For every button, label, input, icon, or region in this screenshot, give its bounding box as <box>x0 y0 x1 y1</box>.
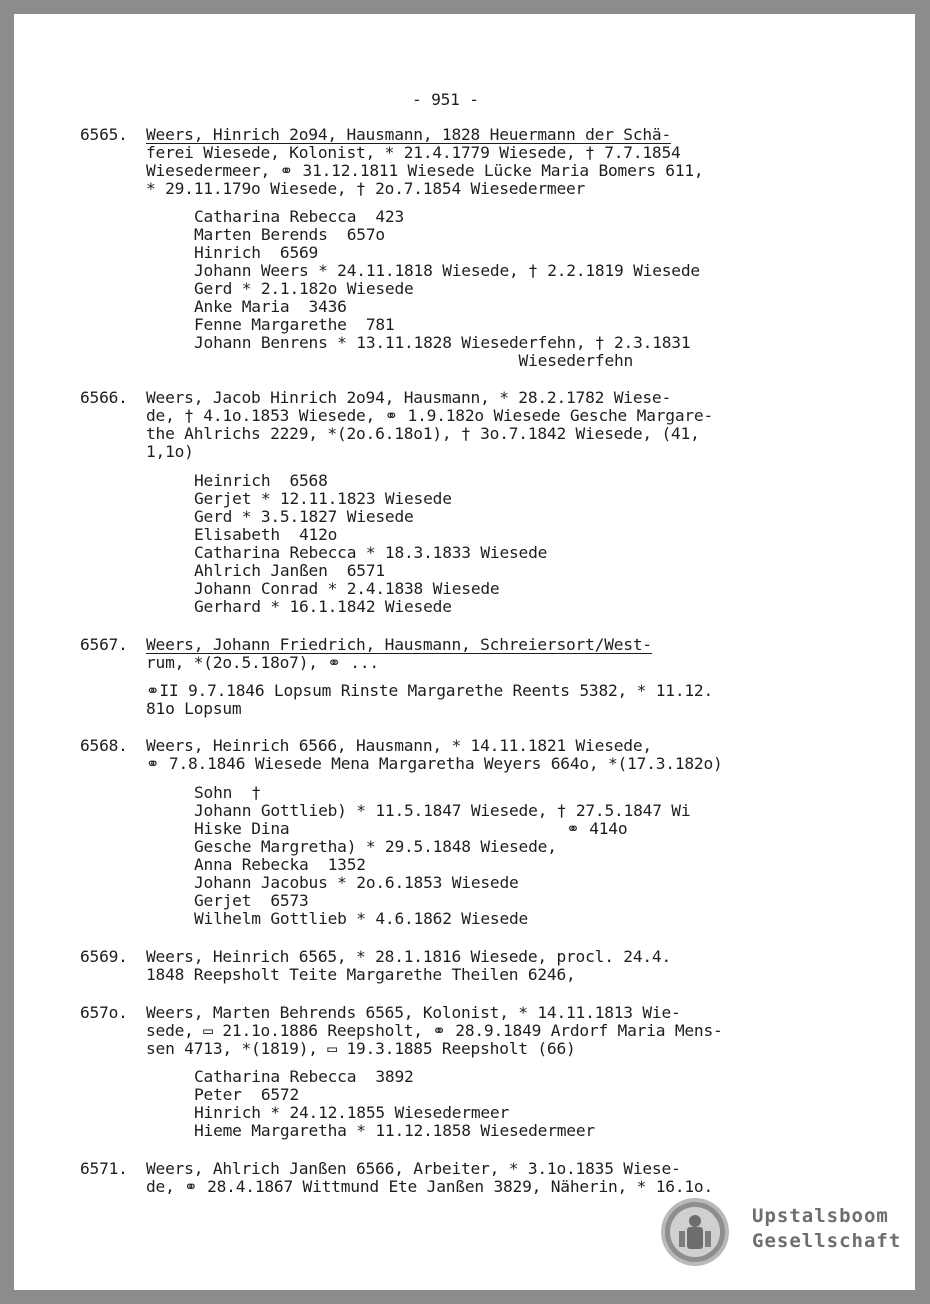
entry-line: ⚭ 7.8.1846 Wiesede Mena Margaretha Weyers 664o, *(17.3.182o) <box>146 754 723 773</box>
child-line: Hieme Margaretha * 11.12.1858 Wiesedermeer <box>194 1121 595 1140</box>
child-line: Gesche Margretha) * 29.5.1848 Wiesede, <box>194 837 557 856</box>
entry-line: sen 4713, *(1819), ▭ 19.3.1885 Reepsholt (66) <box>146 1039 576 1058</box>
child-line: Gerd * 3.5.1827 Wiesede <box>194 507 414 526</box>
entry-line: 1,1o) <box>146 442 194 461</box>
entry-line: Weers, Johann Friedrich, Hausmann, Schreiersort/West- <box>146 635 652 654</box>
child-line: Johann Benrens * 13.11.1828 Wiesederfehn, † 2.3.1831 <box>194 333 691 352</box>
entry-line: ⚭II 9.7.1846 Lopsum Rinste Margarethe Reents 5382, * 11.12. <box>146 681 714 700</box>
child-line: Heinrich 6568 <box>194 471 328 490</box>
child-line: Peter 6572 <box>194 1085 300 1104</box>
entry-number: 6571. <box>80 1159 128 1178</box>
entry-number: 657o. <box>80 1003 128 1022</box>
entry-number: 6567. <box>80 635 128 654</box>
child-line: Johann Jacobus * 2o.6.1853 Wiesede <box>194 873 519 892</box>
child-line: Hiske Dina ⚭ 414o <box>194 819 628 838</box>
child-line: Gerhard * 16.1.1842 Wiesede <box>194 597 452 616</box>
child-line: Catharina Rebecca 3892 <box>194 1067 414 1086</box>
entry-line: * 29.11.179o Wiesede, † 2o.7.1854 Wiesedermeer <box>146 179 586 198</box>
child-line: Sohn † <box>194 783 261 802</box>
child-line: Johann Weers * 24.11.1818 Wiesede, † 2.2.1819 Wiesede <box>194 261 700 280</box>
child-line: Catharina Rebecca 423 <box>194 207 405 226</box>
entry-line: de, † 4.1o.1853 Wiesede, ⚭ 1.9.182o Wiesede Gesche Margare- <box>146 406 714 425</box>
child-line: Anna Rebecka 1352 <box>194 855 366 874</box>
entry-number: 6566. <box>80 388 128 407</box>
child-line: Marten Berends 657o <box>194 225 385 244</box>
entry-line: Weers, Heinrich 6566, Hausmann, * 14.11.1821 Wiesede, <box>146 736 652 755</box>
entry-line: Wiesedermeer, ⚭ 31.12.1811 Wiesede Lücke Maria Bomers 611, <box>146 161 704 180</box>
entry-line: rum, *(2o.5.18o7), ⚭ ... <box>146 653 379 672</box>
entry-number: 6565. <box>80 125 128 144</box>
child-line: Wiesederfehn <box>194 351 634 370</box>
entry-line: the Ahlrichs 2229, *(2o.6.18o1), † 3o.7.1842 Wiesede, (41, <box>146 424 700 443</box>
child-line: Ahlrich Janßen 6571 <box>194 561 385 580</box>
entry-line: Weers, Ahlrich Janßen 6566, Arbeiter, * 3.1o.1835 Wiese- <box>146 1159 681 1178</box>
child-line: Wilhelm Gottlieb * 4.6.1862 Wiesede <box>194 909 529 928</box>
child-line: Hinrich * 24.12.1855 Wiesedermeer <box>194 1103 510 1122</box>
entry-line: sede, ▭ 21.1o.1886 Reepsholt, ⚭ 28.9.1849 Ardorf Maria Mens- <box>146 1021 723 1040</box>
child-line: Elisabeth 412o <box>194 525 338 544</box>
entry-line: 1848 Reepsholt Teite Margarethe Theilen 6246, <box>146 965 576 984</box>
entry-number: 6569. <box>80 947 128 966</box>
entry-line: Weers, Marten Behrends 6565, Kolonist, * 14.11.1813 Wie- <box>146 1003 681 1022</box>
child-line: Hinrich 6569 <box>194 243 319 262</box>
entry-line: Weers, Heinrich 6565, * 28.1.1816 Wiesede, procl. 24.4. <box>146 947 672 966</box>
entry-line: Weers, Jacob Hinrich 2o94, Hausmann, * 28.2.1782 Wiese- <box>146 388 672 407</box>
entry-line: ferei Wiesede, Kolonist, * 21.4.1779 Wiesede, † 7.7.1854 <box>146 143 681 162</box>
entry-line: Weers, Hinrich 2o94, Hausmann, 1828 Heuermann der Schä- <box>146 125 672 144</box>
child-line: Catharina Rebecca * 18.3.1833 Wiesede <box>194 543 548 562</box>
child-line: Gerd * 2.1.182o Wiesede <box>194 279 414 298</box>
document-page <box>14 14 915 1290</box>
entry-line: 81o Lopsum <box>146 699 242 718</box>
seal-icon <box>660 1197 730 1267</box>
page-number: - 951 - <box>412 90 479 109</box>
upstalsboom-logo <box>660 1197 900 1277</box>
child-line: Gerjet 6573 <box>194 891 309 910</box>
child-line: Anke Maria 3436 <box>194 297 347 316</box>
logo-line2: Gesellschaft <box>752 1230 902 1252</box>
child-line: Johann Gottlieb) * 11.5.1847 Wiesede, † 27.5.1847 Wi <box>194 801 691 820</box>
entry-line: de, ⚭ 28.4.1867 Wittmund Ete Janßen 3829, Näherin, * 16.1o. <box>146 1177 714 1196</box>
child-line: Johann Conrad * 2.4.1838 Wiesede <box>194 579 500 598</box>
child-line: Gerjet * 12.11.1823 Wiesede <box>194 489 452 508</box>
child-line: Fenne Margarethe 781 <box>194 315 395 334</box>
logo-line1: Upstalsboom <box>752 1205 889 1227</box>
entry-number: 6568. <box>80 736 128 755</box>
